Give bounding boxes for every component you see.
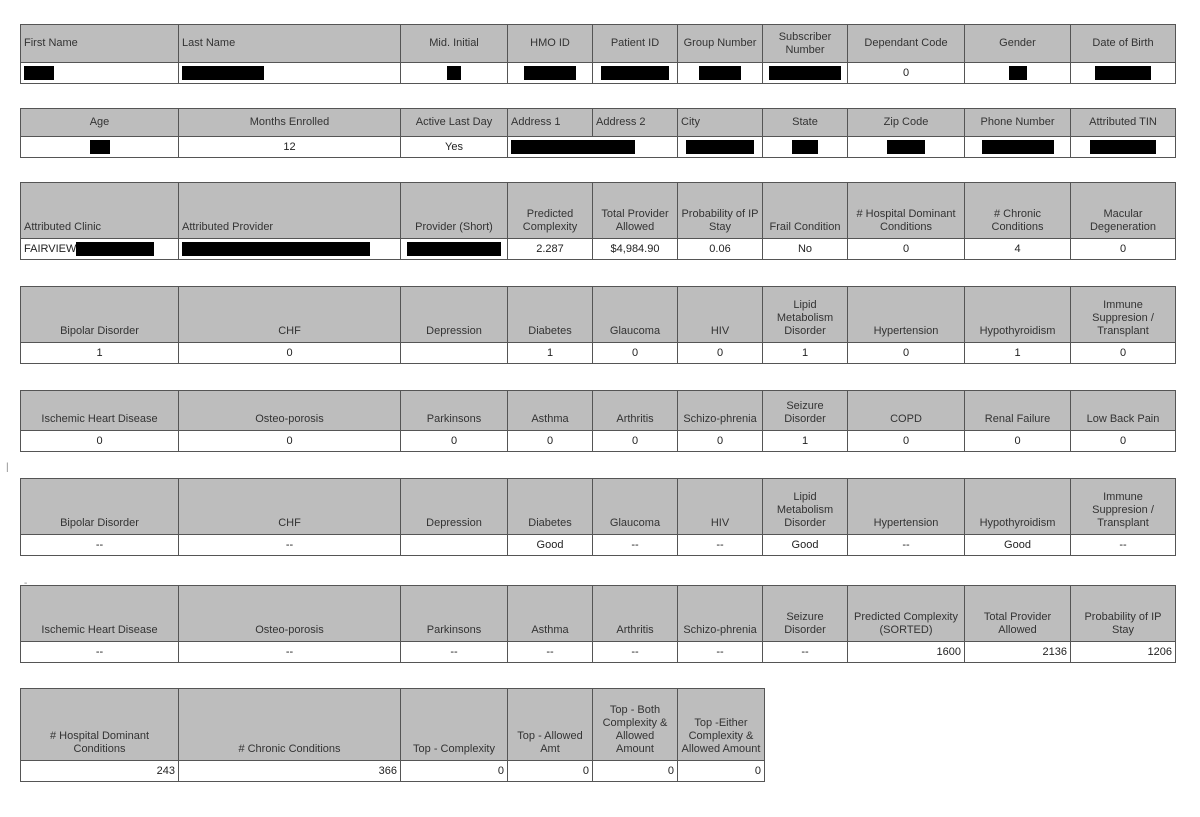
cell-hypothyroidism-status: Good: [965, 535, 1071, 556]
header-hiv: HIV: [678, 287, 763, 343]
header-glaucoma: Glaucoma: [593, 287, 678, 343]
cell-bipolar-disorder: 1: [21, 343, 179, 364]
cell-immune-suppression-status: --: [1071, 535, 1176, 556]
cell-hospital-dominant-conditions: 0: [848, 239, 965, 260]
chronic-conditions-table-2: [20, 390, 1176, 452]
cell-lipid-metabolism-disorder: 1: [763, 343, 848, 364]
header-zip-code: Zip Code: [848, 109, 965, 137]
header-patient-id: Patient ID: [593, 25, 678, 63]
cell-dependant-code: 0: [848, 63, 965, 84]
header-predicted-complexity: Predicted Complexity: [508, 183, 593, 239]
cell-parkinsons-status: --: [401, 642, 508, 663]
cell-gender: [965, 63, 1071, 84]
header-copd: COPD: [848, 391, 965, 431]
cell-copd: 0: [848, 431, 965, 452]
cell-date-of-birth: [1071, 63, 1176, 84]
header-phone-number: Phone Number: [965, 109, 1071, 137]
header-subscriber-number: Subscriber Number: [763, 25, 848, 63]
header-last-name: Last Name: [179, 25, 401, 63]
redaction-bar: [90, 140, 110, 154]
cell-renal-failure: 0: [965, 431, 1071, 452]
header-immune-suppression: Immune Suppresion / Transplant: [1071, 287, 1176, 343]
header-schizophrenia: Schizo-phrenia: [678, 391, 763, 431]
redaction-bar: [769, 66, 841, 80]
cell-attributed-clinic: [21, 239, 179, 260]
redaction-bar: [1090, 140, 1156, 154]
header-total-provider-allowed: Total Provider Allowed: [593, 183, 678, 239]
cell-ischemic-heart-disease-status: --: [21, 642, 179, 663]
redaction-bar: [699, 66, 741, 80]
cell-hypothyroidism: 1: [965, 343, 1071, 364]
cell-seizure-disorder-status: --: [763, 642, 848, 663]
redaction-bar: [524, 66, 576, 80]
cell-predicted-complexity-rank: 1600: [848, 642, 965, 663]
header-probability-ip-stay: Probability of IP Stay: [678, 183, 763, 239]
redaction-bar: [601, 66, 669, 80]
cell-bipolar-disorder-status: --: [21, 535, 179, 556]
redaction-bar: [887, 140, 925, 154]
cell-hiv-status: --: [678, 535, 763, 556]
cell-attributed-provider: [179, 239, 401, 260]
header-address-2: Address 2: [593, 109, 678, 137]
cell-low-back-pain: 0: [1071, 431, 1176, 452]
header-top-either: Top -Either Complexity & Allowed Amount: [678, 689, 765, 761]
header-predicted-complexity-sorted: Predicted Complexity (SORTED): [848, 586, 965, 642]
cell-diabetes-status: Good: [508, 535, 593, 556]
header-bipolar-disorder: Bipolar Disorder: [21, 287, 179, 343]
header-renal-failure: Renal Failure: [965, 391, 1071, 431]
header-first-name: First Name: [21, 25, 179, 63]
header-total-provider-allowed: Total Provider Allowed: [965, 586, 1071, 642]
header-diabetes: Diabetes: [508, 287, 593, 343]
cell-hypertension: 0: [848, 343, 965, 364]
header-top-both: Top - Both Complexity & Allowed Amount: [593, 689, 678, 761]
header-seizure-disorder: Seizure Disorder: [763, 391, 848, 431]
redaction-bar: [982, 140, 1054, 154]
header-hypothyroidism: Hypothyroidism: [965, 479, 1071, 535]
header-provider-short: Provider (Short): [401, 183, 508, 239]
header-date-of-birth: Date of Birth: [1071, 25, 1176, 63]
patient-address-table: [20, 108, 1176, 158]
cell-predicted-complexity: 2.287: [508, 239, 593, 260]
header-city: City: [678, 109, 763, 137]
header-chf: CHF: [179, 287, 401, 343]
redaction-bar: [182, 242, 370, 256]
cell-glaucoma: 0: [593, 343, 678, 364]
cell-attributed-tin: [1071, 137, 1176, 158]
header-schizophrenia: Schizo-phrenia: [678, 586, 763, 642]
header-chf: CHF: [179, 479, 401, 535]
redaction-bar: [792, 140, 818, 154]
header-parkinsons: Parkinsons: [401, 391, 508, 431]
cell-last-name: [179, 63, 401, 84]
header-address-1: Address 1: [508, 109, 593, 137]
cell-age: [21, 137, 179, 158]
header-top-allowed-amt: Top - Allowed Amt: [508, 689, 593, 761]
cell-total-provider-allowed: $4,984.90: [593, 239, 678, 260]
header-asthma: Asthma: [508, 586, 593, 642]
cell-top-both: 0: [593, 761, 678, 782]
header-active-last-day: Active Last Day: [401, 109, 508, 137]
cell-osteoporosis-status: --: [179, 642, 401, 663]
header-months-enrolled: Months Enrolled: [179, 109, 401, 137]
redaction-bar: [1095, 66, 1151, 80]
header-hiv: HIV: [678, 479, 763, 535]
header-macular-degeneration: Macular Degeneration: [1071, 183, 1176, 239]
redaction-bar: [24, 66, 54, 80]
cell-parkinsons: 0: [401, 431, 508, 452]
cell-zip-code: [848, 137, 965, 158]
cell-immune-suppression: 0: [1071, 343, 1176, 364]
header-ischemic-heart-disease: Ischemic Heart Disease: [21, 586, 179, 642]
header-gender: Gender: [965, 25, 1071, 63]
cell-probability-ip-stay-rank: 1206: [1071, 642, 1176, 663]
header-chronic-conditions: # Chronic Conditions: [179, 689, 401, 761]
cell-lipid-status: Good: [763, 535, 848, 556]
cell-state: [763, 137, 848, 158]
header-osteoporosis: Osteo-porosis: [179, 586, 401, 642]
header-group-number: Group Number: [678, 25, 763, 63]
header-lipid-metabolism-disorder: Lipid Metabolism Disorder: [763, 479, 848, 535]
cell-depression-status: [401, 535, 508, 556]
header-attributed-clinic: Attributed Clinic: [21, 183, 179, 239]
cell-ischemic-heart-disease: 0: [21, 431, 179, 452]
header-depression: Depression: [401, 287, 508, 343]
cell-top-either: 0: [678, 761, 765, 782]
redaction-bar: [447, 66, 461, 80]
attribution-table: [20, 182, 1176, 260]
header-ischemic-heart-disease: Ischemic Heart Disease: [21, 391, 179, 431]
header-hypothyroidism: Hypothyroidism: [965, 287, 1071, 343]
condition-status-table-2: [20, 585, 1176, 663]
cell-subscriber-number: [763, 63, 848, 84]
cell-hiv: 0: [678, 343, 763, 364]
cell-osteoporosis: 0: [179, 431, 401, 452]
cell-hypertension-status: --: [848, 535, 965, 556]
header-attributed-provider: Attributed Provider: [179, 183, 401, 239]
scan-mark: -: [24, 578, 28, 589]
header-hmo-id: HMO ID: [508, 25, 593, 63]
redaction-bar: [686, 140, 754, 154]
header-dependant-code: Dependant Code: [848, 25, 965, 63]
cell-active-last-day: Yes: [401, 137, 508, 158]
header-arthritis: Arthritis: [593, 586, 678, 642]
cell-patient-id: [593, 63, 678, 84]
header-hypertension: Hypertension: [848, 287, 965, 343]
header-attributed-tin: Attributed TIN: [1071, 109, 1176, 137]
cell-chronic-conditions-rank: 366: [179, 761, 401, 782]
cell-city: [678, 137, 763, 158]
cell-chf-status: --: [179, 535, 401, 556]
cell-top-allowed-amt: 0: [508, 761, 593, 782]
clinic-prefix: FAIRVIEW: [24, 242, 77, 255]
header-bipolar-disorder: Bipolar Disorder: [21, 479, 179, 535]
cell-diabetes: 1: [508, 343, 593, 364]
redaction-bar: [182, 66, 264, 80]
cell-frail-condition: No: [763, 239, 848, 260]
cell-provider-short: [401, 239, 508, 260]
cell-schizophrenia: 0: [678, 431, 763, 452]
header-osteoporosis: Osteo-porosis: [179, 391, 401, 431]
redaction-bar: [1009, 66, 1027, 80]
header-hospital-dominant-conditions: # Hospital Dominant Conditions: [848, 183, 965, 239]
header-parkinsons: Parkinsons: [401, 586, 508, 642]
cell-probability-ip-stay: 0.06: [678, 239, 763, 260]
header-asthma: Asthma: [508, 391, 593, 431]
header-state: State: [763, 109, 848, 137]
cell-arthritis-status: --: [593, 642, 678, 663]
ranking-summary-table: [20, 688, 765, 782]
header-immune-suppression: Immune Suppresion / Transplant: [1071, 479, 1176, 535]
cell-asthma-status: --: [508, 642, 593, 663]
cell-arthritis: 0: [593, 431, 678, 452]
cell-chronic-conditions: 4: [965, 239, 1071, 260]
redaction-bar: [76, 242, 154, 256]
header-lipid-metabolism-disorder: Lipid Metabolism Disorder: [763, 287, 848, 343]
header-probability-ip-stay: Probability of IP Stay: [1071, 586, 1176, 642]
header-depression: Depression: [401, 479, 508, 535]
cell-phone-number: [965, 137, 1071, 158]
redaction-bar: [407, 242, 501, 256]
cell-group-number: [678, 63, 763, 84]
header-chronic-conditions: # Chronic Conditions: [965, 183, 1071, 239]
chronic-conditions-table-1: [20, 286, 1176, 364]
cell-macular-degeneration: 0: [1071, 239, 1176, 260]
cell-total-provider-allowed-rank: 2136: [965, 642, 1071, 663]
cell-address: [508, 137, 678, 158]
cell-top-complexity: 0: [401, 761, 508, 782]
header-hypertension: Hypertension: [848, 479, 965, 535]
header-seizure-disorder: Seizure Disorder: [763, 586, 848, 642]
header-low-back-pain: Low Back Pain: [1071, 391, 1176, 431]
header-age: Age: [21, 109, 179, 137]
cell-months-enrolled: 12: [179, 137, 401, 158]
header-arthritis: Arthritis: [593, 391, 678, 431]
header-hospital-dominant-conditions: # Hospital Dominant Conditions: [21, 689, 179, 761]
cell-schizophrenia-status: --: [678, 642, 763, 663]
header-diabetes: Diabetes: [508, 479, 593, 535]
patient-identity-table: [20, 24, 1176, 84]
cell-first-name: [21, 63, 179, 84]
cell-asthma: 0: [508, 431, 593, 452]
scan-mark: |: [6, 462, 9, 473]
header-mid-initial: Mid. Initial: [401, 25, 508, 63]
cell-depression: [401, 343, 508, 364]
cell-glaucoma-status: --: [593, 535, 678, 556]
cell-seizure-disorder: 1: [763, 431, 848, 452]
cell-chf: 0: [179, 343, 401, 364]
cell-hospital-dominant-conditions-rank: 243: [21, 761, 179, 782]
header-top-complexity: Top - Complexity: [401, 689, 508, 761]
cell-mid-initial: [401, 63, 508, 84]
cell-hmo-id: [508, 63, 593, 84]
redaction-bar: [511, 140, 635, 154]
header-frail-condition: Frail Condition: [763, 183, 848, 239]
condition-status-table-1: [20, 478, 1176, 556]
header-glaucoma: Glaucoma: [593, 479, 678, 535]
